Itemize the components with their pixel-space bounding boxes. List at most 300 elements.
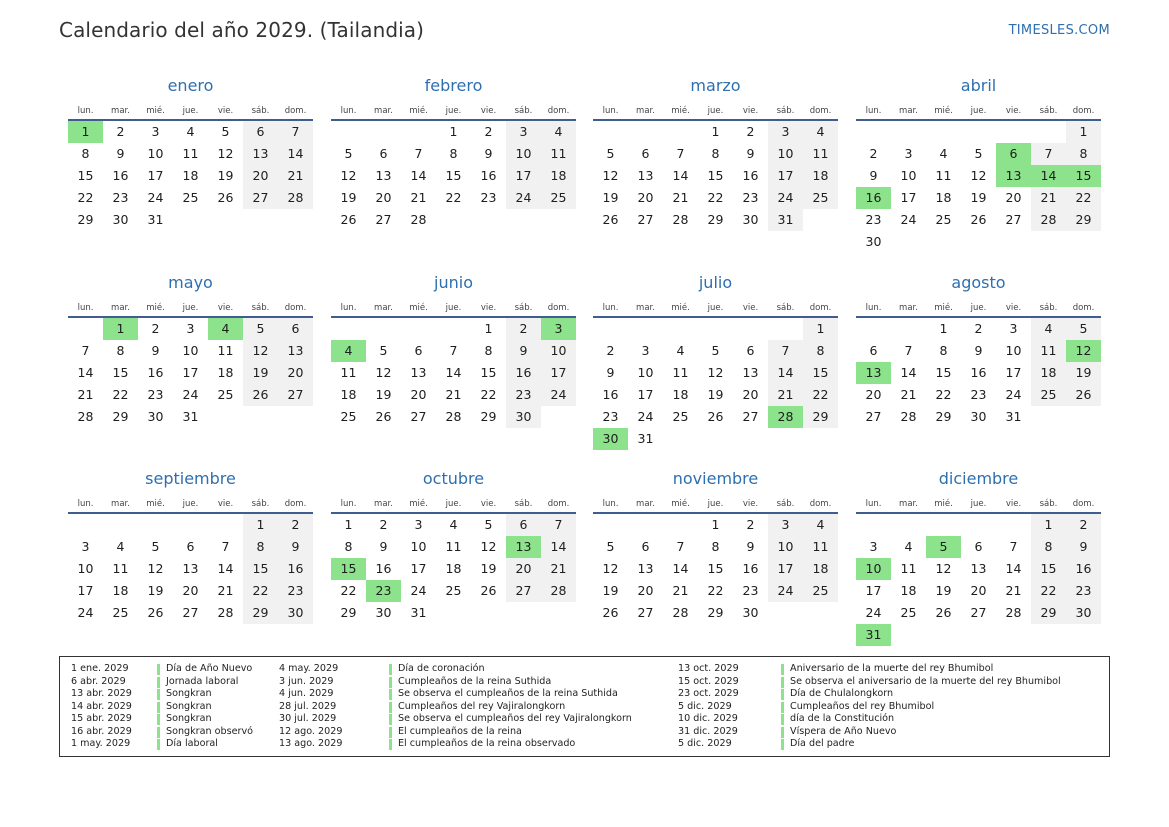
weekend-day-cell: 1 [803,318,838,340]
holiday-marker [157,689,160,700]
day-cell: 19 [217,168,234,183]
day-cell: 9 [746,539,755,554]
weekday-label: dom. [547,303,570,313]
month-name: enero [167,76,214,95]
weekday-label: dom. [809,106,832,116]
day-cell: 5 [151,539,160,554]
weekend-day-cell: 21 [541,558,576,580]
empty-cell [68,514,103,536]
day-cell: 16 [742,168,759,183]
day-cell: 23 [865,212,882,227]
day-cell: 22 [77,190,94,205]
weekend-day-cell: 10 [506,143,541,165]
weekday-label: dom. [547,499,570,509]
empty-cell [768,318,803,340]
month-febrero [331,70,576,260]
weekend-day-cell: 21 [768,384,803,406]
weekend-day-cell: 5 [1066,318,1101,340]
holiday-day-cell: 4 [208,318,243,340]
weekday-label: mar. [374,106,393,116]
day-cell: 19 [147,583,164,598]
day-cell: 22 [707,583,724,598]
day-cell: 26 [217,190,234,205]
weekend-day-cell: 29 [803,406,838,428]
day-cell: 2 [606,343,615,358]
weekday-label: dom. [1072,106,1095,116]
day-cell: 16 [112,168,129,183]
weekday-label: lun. [340,303,357,313]
day-cell: 17 [410,561,427,576]
holiday-day-cell: 1 [103,318,138,340]
day-cell: 5 [974,146,983,161]
holiday-date: 1 may. 2029 [71,738,131,749]
weekday-label: sáb. [514,106,533,116]
weekend-day-cell: 2 [506,318,541,340]
day-cell: 31 [147,212,164,227]
day-cell: 22 [340,583,357,598]
weekday-label: dom. [284,106,307,116]
day-cell: 2 [484,124,493,139]
weekend-day-cell: 19 [1066,362,1101,384]
day-cell: 19 [602,190,619,205]
weekend-day-cell: 30 [506,406,541,428]
month-name: febrero [424,76,483,95]
day-cell: 30 [375,605,392,620]
day-cell: 28 [672,605,689,620]
day-cell: 25 [340,409,357,424]
day-cell: 28 [410,212,427,227]
holiday-marker [389,727,392,738]
day-cell: 10 [410,539,427,554]
empty-cell [926,514,961,536]
site-brand-link[interactable]: TIMESLES.COM [1008,23,1110,38]
day-cell: 23 [112,190,129,205]
day-cell: 12 [375,365,392,380]
month-noviembre [593,463,838,653]
month-septiembre [68,463,313,653]
weekend-day-cell: 27 [506,580,541,602]
day-cell: 18 [900,583,917,598]
months-grid [68,70,1102,655]
weekend-day-cell: 4 [541,121,576,143]
month-marzo [593,70,838,260]
holiday-name: Se observa el cumpleaños de la reina Suthida [398,688,618,699]
weekday-label: vie. [217,303,234,313]
day-cell: 24 [147,190,164,205]
day-cell: 1 [711,517,720,532]
day-cell: 8 [711,146,720,161]
holiday-day-cell: 10 [856,558,891,580]
weekday-label: sáb. [776,106,795,116]
holiday-name: Songkran [166,688,212,699]
weekend-day-cell: 9 [278,536,313,558]
month-name: junio [434,273,473,292]
weekday-label: mié. [934,303,953,313]
weekend-day-cell: 24 [768,187,803,209]
weekday-label: sáb. [776,499,795,509]
day-cell: 8 [484,343,493,358]
month-name: agosto [951,273,1006,292]
empty-cell [891,514,926,536]
day-cell: 1 [711,124,720,139]
day-grid [593,121,838,231]
weekend-day-cell: 20 [243,165,278,187]
weekend-day-cell: 13 [243,143,278,165]
day-cell: 28 [1005,605,1022,620]
weekend-day-cell: 28 [541,580,576,602]
weekend-day-cell: 30 [278,602,313,624]
holiday-day-cell: 28 [768,406,803,428]
day-cell: 24 [637,409,654,424]
day-cell: 20 [637,190,654,205]
day-cell: 6 [186,539,195,554]
weekend-day-cell: 3 [768,514,803,536]
weekend-day-cell: 22 [1066,187,1101,209]
day-cell: 13 [410,365,427,380]
weekday-label: mar. [899,303,918,313]
day-cell: 6 [869,343,878,358]
weekend-day-cell: 17 [506,165,541,187]
weekday-label: jue. [707,303,724,313]
day-cell: 11 [112,561,129,576]
day-cell: 7 [414,146,423,161]
day-cell: 25 [182,190,199,205]
weekday-header [593,498,838,510]
day-cell: 19 [970,190,987,205]
weekend-day-cell: 29 [1066,209,1101,231]
empty-cell [663,121,698,143]
holiday-day-cell: 12 [1066,340,1101,362]
day-cell: 2 [869,146,878,161]
day-cell: 5 [711,343,720,358]
day-cell: 20 [182,583,199,598]
weekend-day-cell: 7 [278,121,313,143]
day-cell: 23 [602,409,619,424]
weekday-label: sáb. [1039,106,1058,116]
weekend-day-cell: 18 [541,165,576,187]
weekend-day-cell: 8 [1031,536,1066,558]
day-cell: 4 [904,539,913,554]
day-cell: 12 [935,561,952,576]
weekday-label: lun. [865,106,882,116]
day-cell: 19 [480,561,497,576]
weekday-label: mié. [409,106,428,116]
holiday-marker [781,664,784,675]
day-cell: 24 [77,605,94,620]
weekday-label: vie. [1005,303,1022,313]
day-cell: 26 [970,212,987,227]
day-cell: 8 [81,146,90,161]
weekday-label: mar. [111,106,130,116]
day-cell: 27 [970,605,987,620]
weekday-label: mar. [636,303,655,313]
day-cell: 26 [480,583,497,598]
weekday-label: mar. [636,106,655,116]
day-cell: 12 [480,539,497,554]
day-cell: 16 [147,365,164,380]
weekend-day-cell: 27 [243,187,278,209]
day-cell: 9 [746,146,755,161]
day-cell: 17 [147,168,164,183]
day-cell: 9 [379,539,388,554]
holiday-date: 13 ago. 2029 [279,738,343,749]
day-cell: 2 [379,517,388,532]
day-cell: 18 [672,387,689,402]
month-name: octubre [422,469,485,488]
day-cell: 15 [935,365,952,380]
weekend-day-cell: 11 [541,143,576,165]
holiday-name: Víspera de Año Nuevo [790,725,897,737]
holiday-date: 6 abr. 2029 [71,675,126,687]
day-cell: 18 [340,387,357,402]
day-cell: 16 [375,561,392,576]
weekday-label: sáb. [251,106,270,116]
weekend-day-cell: 22 [803,384,838,406]
month-diciembre [856,463,1101,653]
day-cell: 22 [445,190,462,205]
month-name: noviembre [672,469,759,488]
holiday-name: El cumpleaños de la reina [398,725,522,737]
weekday-label: lun. [340,106,357,116]
weekend-day-cell: 31 [768,209,803,231]
holiday-date: 28 jul. 2029 [279,700,337,712]
weekday-label: jue. [707,499,724,509]
weekend-day-cell: 30 [1066,602,1101,624]
day-cell: 13 [637,168,654,183]
weekend-day-cell: 10 [541,340,576,362]
empty-cell [436,318,471,340]
weekend-day-cell: 23 [1066,580,1101,602]
page-title: Calendario del año 2029. (Tailandia) [59,18,425,42]
weekend-day-cell: 29 [1031,602,1066,624]
day-cell: 15 [707,561,724,576]
weekday-label: mar. [374,499,393,509]
day-cell: 6 [414,343,423,358]
weekend-day-cell: 6 [243,121,278,143]
day-cell: 14 [900,365,917,380]
holiday-day-cell: 13 [996,165,1031,187]
weekday-header [593,302,838,314]
day-cell: 4 [449,517,458,532]
day-cell: 8 [939,343,948,358]
day-cell: 12 [970,168,987,183]
month-agosto [856,267,1101,457]
holiday-name: Día de coronación [398,663,485,674]
day-cell: 14 [77,365,94,380]
holiday-marker [781,727,784,738]
empty-cell [996,121,1031,143]
holiday-name: Jornada laboral [166,675,239,687]
weekend-day-cell: 2 [278,514,313,536]
holiday-marker [389,714,392,725]
weekend-day-cell: 24 [541,384,576,406]
day-cell: 30 [112,212,129,227]
weekday-label: dom. [1072,499,1095,509]
day-grid [593,514,838,624]
weekend-day-cell: 18 [803,165,838,187]
weekday-header [856,498,1101,510]
weekday-header [856,105,1101,117]
day-cell: 8 [116,343,125,358]
weekday-label: mié. [671,106,690,116]
day-cell: 24 [182,387,199,402]
weekday-label: lun. [77,303,94,313]
day-cell: 5 [379,343,388,358]
day-cell: 9 [974,343,983,358]
weekend-day-cell: 9 [506,340,541,362]
day-cell: 24 [1005,387,1022,402]
day-cell: 27 [637,212,654,227]
day-cell: 12 [602,561,619,576]
month-abril [856,70,1101,260]
empty-cell [733,318,768,340]
day-grid [331,318,576,428]
weekend-day-cell: 11 [803,536,838,558]
day-cell: 14 [410,168,427,183]
day-cell: 12 [707,365,724,380]
day-cell: 12 [340,168,357,183]
month-mayo [68,267,313,457]
holiday-date: 31 dic. 2029 [678,725,738,737]
weekday-label: sáb. [776,303,795,313]
day-cell: 21 [445,387,462,402]
day-cell: 27 [637,605,654,620]
holiday-name: Día laboral [166,738,218,749]
weekday-label: lun. [602,499,619,509]
holiday-name: Se observa el aniversario de la muerte del rey Bhumibol [790,675,1061,687]
day-cell: 6 [379,146,388,161]
day-cell: 2 [746,124,755,139]
weekday-label: jue. [707,106,724,116]
holiday-marker [157,739,160,750]
empty-cell [366,121,401,143]
weekend-day-cell: 28 [278,187,313,209]
empty-cell [628,318,663,340]
day-cell: 26 [935,605,952,620]
day-cell: 28 [217,605,234,620]
day-cell: 26 [375,409,392,424]
weekend-day-cell: 18 [1031,362,1066,384]
weekend-day-cell: 23 [278,580,313,602]
day-cell: 23 [970,387,987,402]
holiday-marker [389,702,392,713]
holiday-date: 1 ene. 2029 [71,663,129,674]
day-cell: 5 [344,146,353,161]
day-cell: 19 [707,387,724,402]
weekday-label: mar. [899,106,918,116]
empty-cell [593,514,628,536]
day-cell: 8 [449,146,458,161]
month-junio [331,267,576,457]
holiday-marker [157,727,160,738]
day-cell: 20 [970,583,987,598]
month-name: diciembre [938,469,1019,488]
weekday-label: mar. [111,303,130,313]
holiday-marker [389,689,392,700]
holiday-marker [157,702,160,713]
weekday-label: mié. [934,499,953,509]
day-cell: 14 [1005,561,1022,576]
weekday-header [331,105,576,117]
day-cell: 7 [449,343,458,358]
weekday-label: vie. [217,106,234,116]
empty-cell [1031,121,1066,143]
day-cell: 31 [410,605,427,620]
holiday-date: 4 may. 2029 [279,663,339,674]
weekday-label: lun. [865,303,882,313]
weekday-label: mié. [671,499,690,509]
day-cell: 23 [742,583,759,598]
day-cell: 15 [112,365,129,380]
empty-cell [856,514,891,536]
month-name: abril [960,76,997,95]
month-name: julio [698,273,733,292]
day-cell: 6 [974,539,983,554]
weekday-label: vie. [480,499,497,509]
day-cell: 3 [641,343,650,358]
day-cell: 25 [935,212,952,227]
day-cell: 17 [182,365,199,380]
day-cell: 27 [375,212,392,227]
day-cell: 16 [742,561,759,576]
weekend-day-cell: 1 [1031,514,1066,536]
day-cell: 20 [375,190,392,205]
holiday-name: Día de Año Nuevo [166,663,253,674]
weekday-label: lun. [340,499,357,509]
weekday-label: vie. [742,499,759,509]
holiday-marker [157,677,160,688]
day-cell: 19 [935,583,952,598]
day-cell: 7 [904,343,913,358]
holiday-name: Se observa el cumpleaños del rey Vajiralongkorn [398,713,632,724]
month-julio [593,267,838,457]
day-cell: 20 [637,583,654,598]
empty-cell [856,121,891,143]
day-cell: 23 [147,387,164,402]
weekend-day-cell: 15 [243,558,278,580]
day-cell: 18 [935,190,952,205]
day-cell: 20 [742,387,759,402]
weekday-label: vie. [742,303,759,313]
day-cell: 27 [410,409,427,424]
holiday-name: Día de Chulalongkorn [790,688,894,699]
day-cell: 2 [116,124,125,139]
day-cell: 4 [116,539,125,554]
weekday-label: vie. [480,303,497,313]
empty-cell [628,121,663,143]
day-cell: 28 [672,212,689,227]
day-cell: 25 [900,605,917,620]
holiday-marker [389,739,392,750]
day-cell: 17 [865,583,882,598]
weekday-label: jue. [182,499,199,509]
weekend-day-cell: 20 [278,362,313,384]
weekday-label: sáb. [1039,303,1058,313]
day-grid [593,318,838,450]
day-grid [856,121,1101,253]
day-cell: 21 [77,387,94,402]
weekend-day-cell: 12 [243,340,278,362]
weekday-label: sáb. [1039,499,1058,509]
weekend-day-cell: 7 [768,340,803,362]
holiday-date: 16 abr. 2029 [71,725,132,737]
day-cell: 29 [707,212,724,227]
day-grid [68,318,313,428]
holiday-name: Cumpleaños del rey Vajiralongkorn [398,700,566,712]
weekend-day-cell: 11 [1031,340,1066,362]
day-cell: 21 [410,190,427,205]
empty-cell [366,318,401,340]
